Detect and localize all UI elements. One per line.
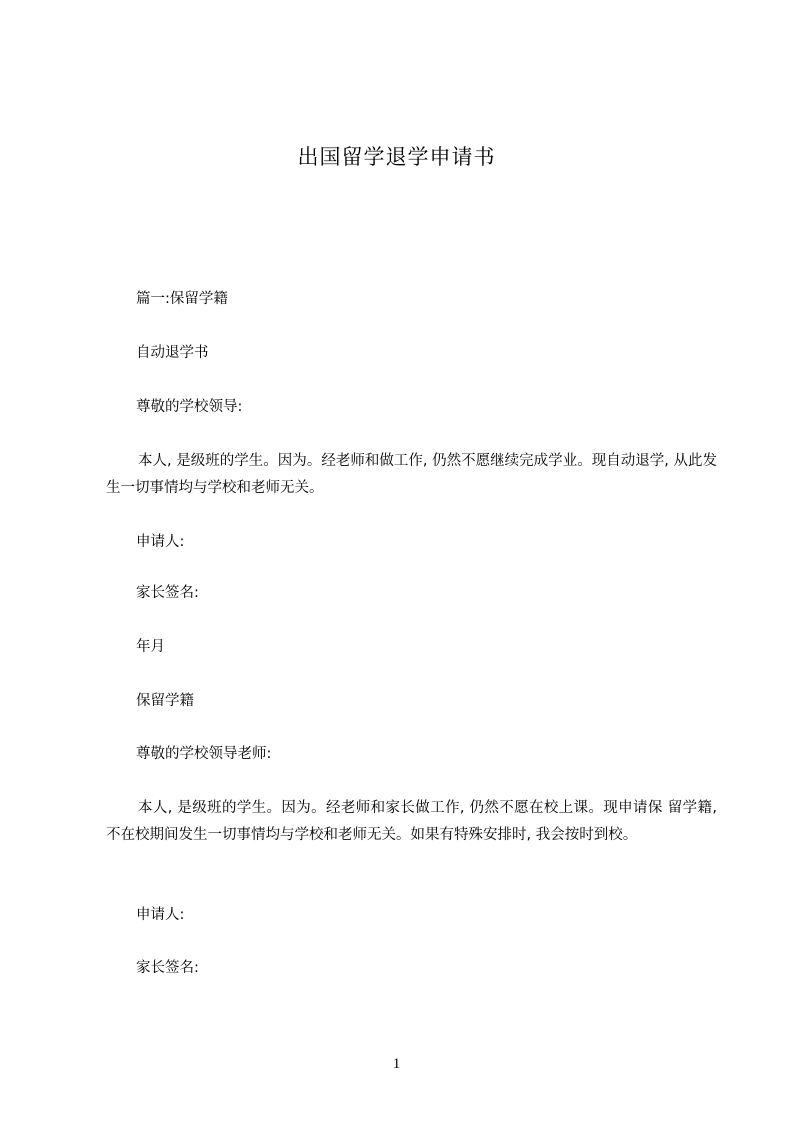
- applicant-label-2: 申请人:: [136, 907, 185, 923]
- page-number: 1: [392, 1056, 401, 1072]
- body-paragraph-1: 本人, 是级班的学生。因为。经老师和做工作, 仍然不愿继续完成学业。现自动退学, 从此发生一切事情均与学校和老师无关。: [106, 453, 717, 496]
- subheading-withdrawal-letter: 自动退学书: [136, 345, 209, 361]
- parent-signature-label-2: 家长签名:: [136, 960, 199, 976]
- salutation-1: 尊敬的学校领导:: [136, 399, 243, 415]
- date-label: 年月: [136, 639, 165, 655]
- salutation-2: 尊敬的学校领导老师:: [136, 746, 272, 762]
- applicant-label-1: 申请人:: [136, 534, 185, 550]
- subheading-retain-status: 保留学籍: [136, 693, 194, 709]
- body-paragraph-2: 本人, 是级班的学生。因为。经老师和家长做工作, 仍然不愿在校上课。现申请保 留学籍, 不在校期间发生一切事情均与学校和老师无关。如果有特殊安排时, 我会按时到校。: [106, 800, 717, 843]
- section-heading-1: 篇一:保留学籍: [136, 291, 228, 307]
- parent-signature-label-1: 家长签名:: [136, 585, 199, 601]
- document-title: 出国留学退学申请书: [297, 145, 496, 169]
